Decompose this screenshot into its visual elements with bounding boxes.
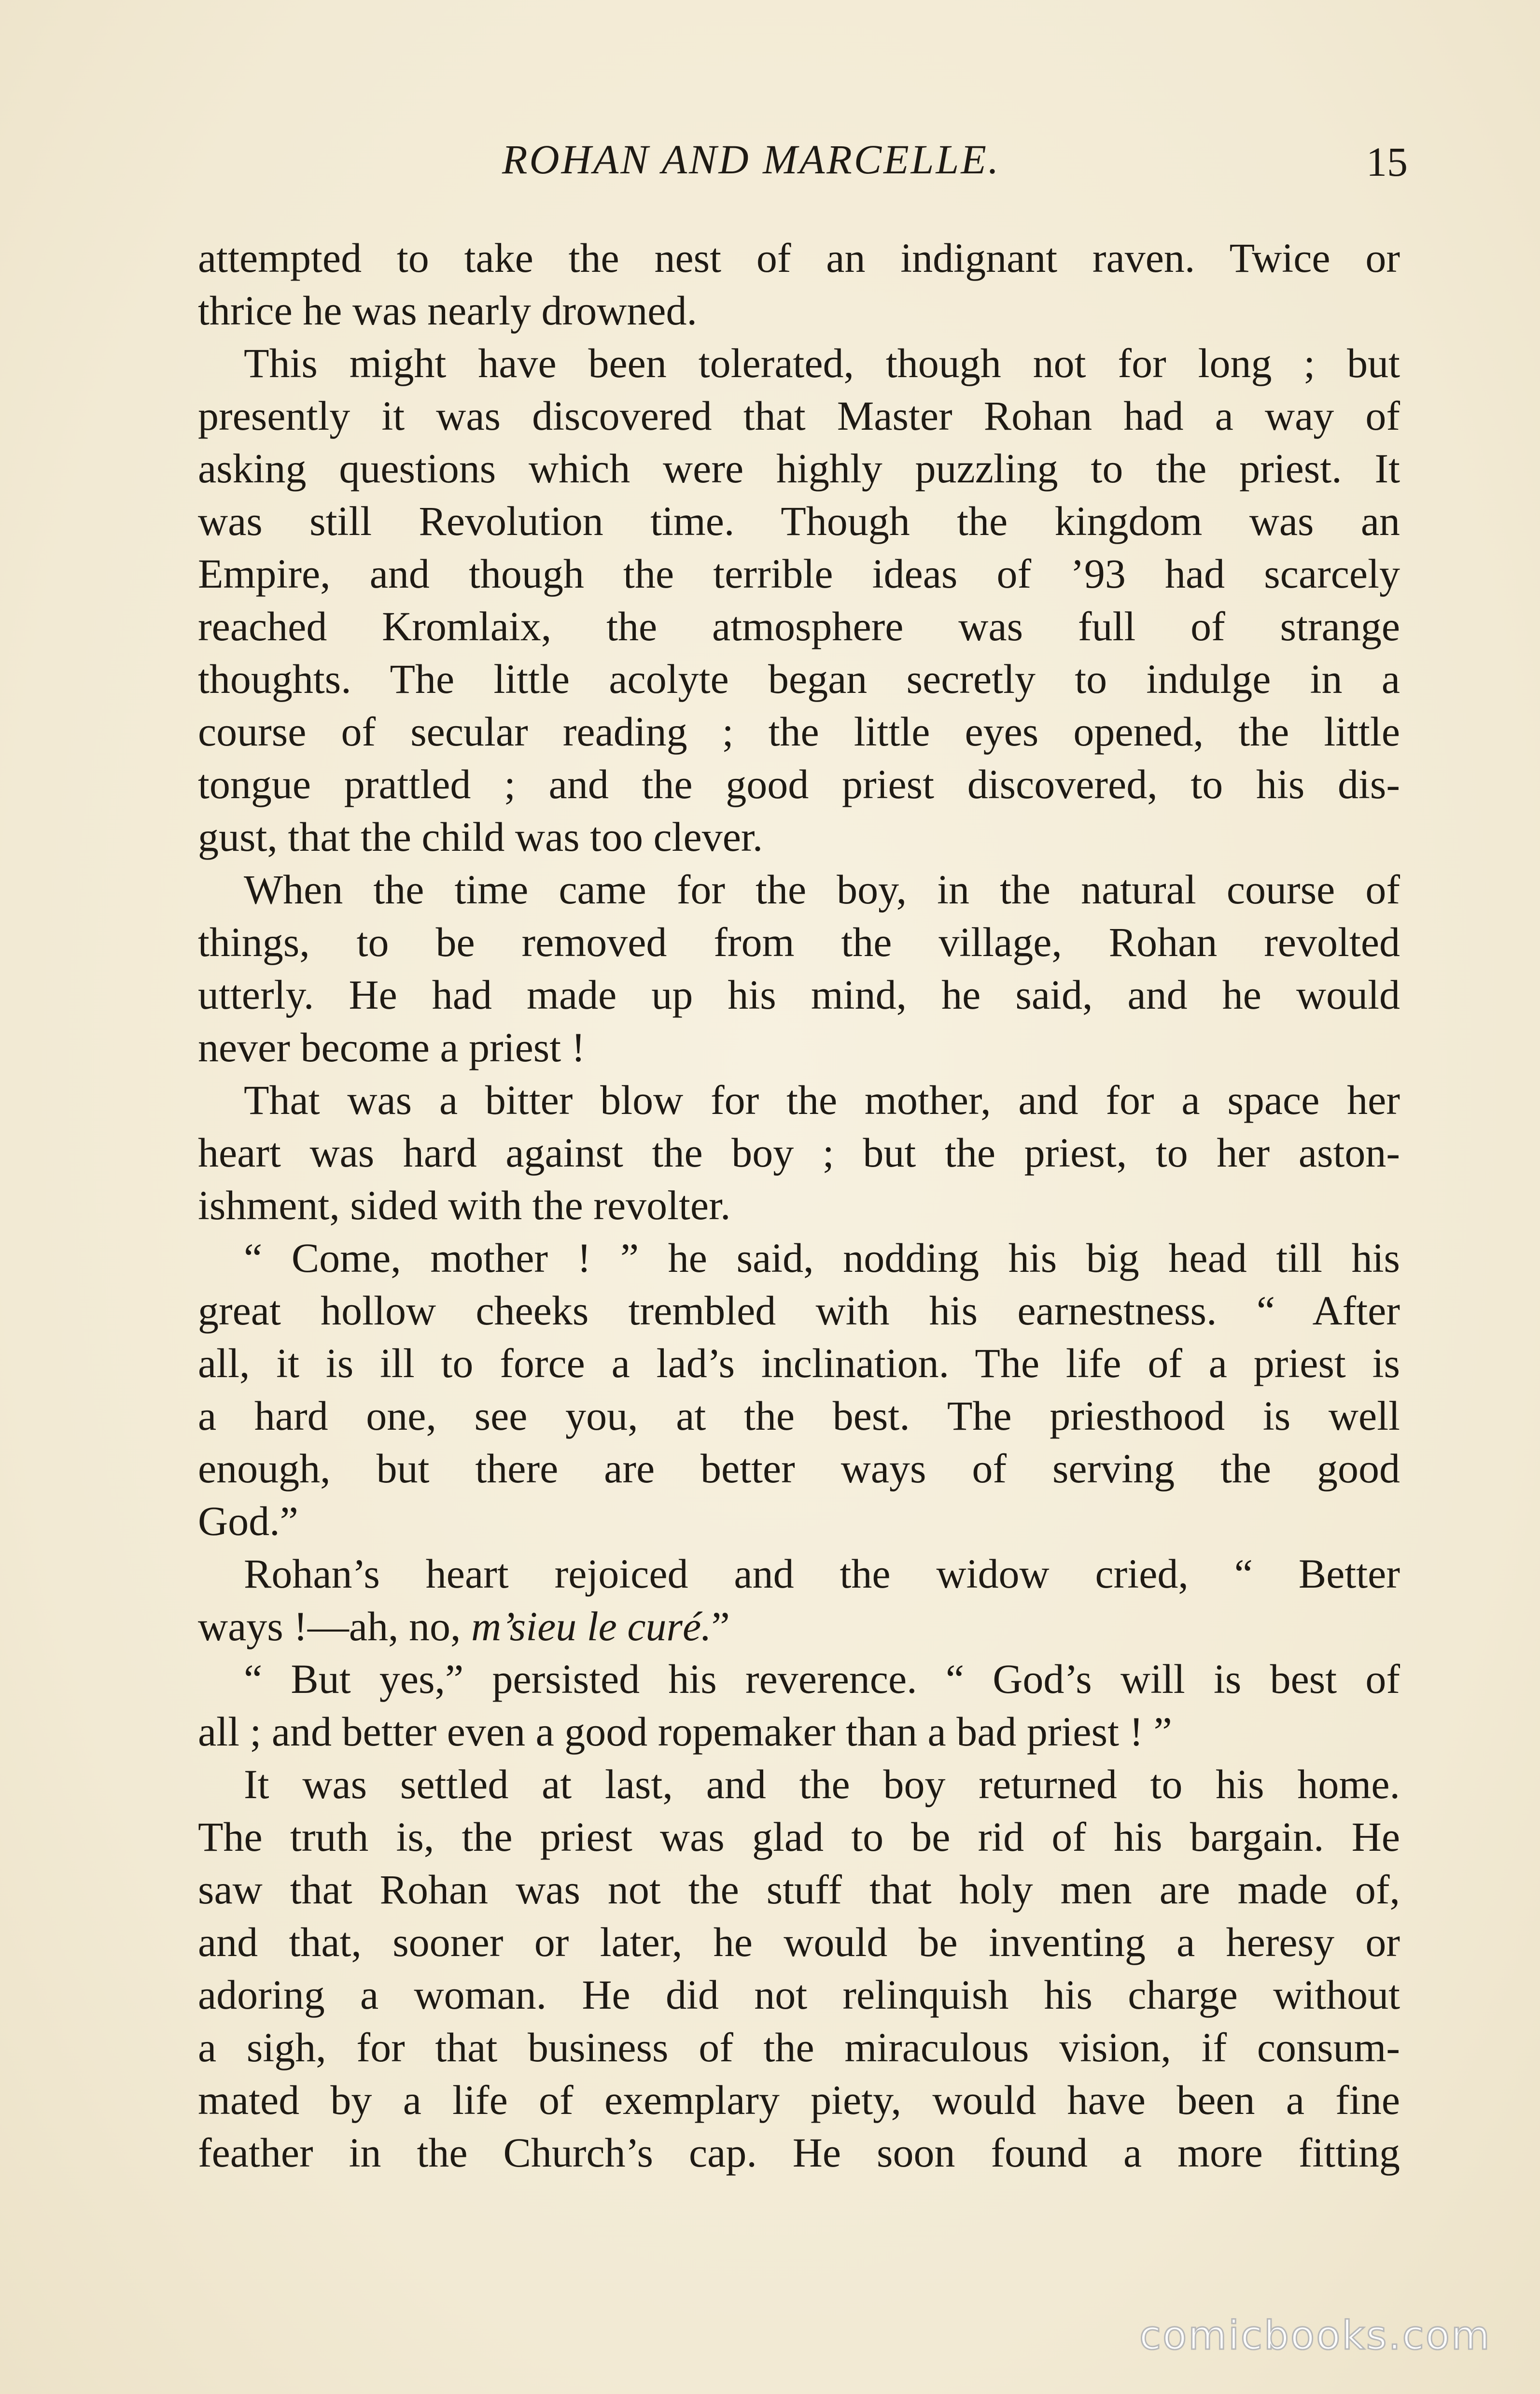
text-line [198,969,1400,1021]
text-line-content: Rohan’s heart rejoiced and the widow cried, “ Better [244,1550,1400,1597]
text-line-content: feather in the Church’s cap. He soon found a more fitting [198,2129,1400,2176]
text-line-content: heart was hard against the boy ; but the priest, to her aston- [198,1129,1400,1176]
text-line [198,1863,1400,1916]
text-line [198,1074,1400,1127]
text-line-content: utterly. He had made up his mind, he said, and he would [198,972,1400,1018]
text-line [198,1600,1400,1653]
text-line [198,863,1400,916]
closing-quote: ” [711,1603,730,1649]
text-line-content: thrice he was nearly drowned. [198,287,697,334]
text-line [198,284,1400,337]
text-line [198,758,1400,811]
text-line-content: “ Come, mother ! ” he said, nodding his big head till his [244,1235,1400,1281]
text-line [198,232,1400,284]
text-line-content: great hollow cheeks trembled with his earnestness. “ After [198,1287,1400,1334]
text-line-content: When the time came for the boy, in the natural course of [244,866,1400,913]
text-line-content: thoughts. The little acolyte began secretly to indulge in a [198,656,1400,702]
text-line [198,2074,1400,2126]
text-line [198,390,1400,442]
text-line [198,1758,1400,1811]
text-line [198,1284,1400,1337]
text-line [198,1442,1400,1495]
text-line-content: mated by a life of exemplary piety, would have been a fine [198,2077,1400,2123]
text-line-content: That was a bitter blow for the mother, and for a space her [244,1077,1400,1123]
watermark-logo: comicbooks.com [1139,2313,1491,2359]
text-line-content: tongue prattled ; and the good priest discovered, to his dis- [198,761,1400,807]
text-line-content: enough, but there are better ways of serving the good [198,1445,1400,1492]
text-line [198,600,1400,653]
text-line [198,811,1400,863]
text-line [198,1548,1400,1600]
page-number: 15 [1366,139,1408,185]
text-line-content: all ; and better even a good ropemaker than a bad priest ! ” [198,1708,1172,1755]
text-line-content: was still Revolution time. Though the kingdom was an [198,498,1400,544]
text-line [198,1179,1400,1232]
running-head: ROHAN AND MARCELLE. [502,136,1001,183]
text-line [198,1495,1400,1548]
text-line-content: all, it is ill to force a lad’s inclination. The life of a priest is [198,1340,1400,1386]
text-line-content: Empire, and though the terrible ideas of ’93 had scarcely [198,550,1400,597]
text-line-content: things, to be removed from the village, Rohan revolted [198,919,1400,965]
text-line-content: gust, that the child was too clever. [198,814,763,860]
text-line-content: a sigh, for that business of the miraculous vision, if consum- [198,2024,1400,2070]
text-line-content: attempted to take the nest of an indignant raven. Twice or [198,235,1400,281]
text-line [198,1969,1400,2021]
text-line [198,1337,1400,1390]
text-line [198,705,1400,758]
text-line [198,1127,1400,1179]
text-line [198,1705,1400,1758]
text-line-content: presently it was discovered that Master Rohan had a way of [198,393,1400,439]
text-line [198,1390,1400,1442]
text-line [198,548,1400,600]
text-line-content: “ But yes,” persisted his reverence. “ God’s will is best of [244,1656,1400,1702]
text-line-content: reached Kromlaix, the atmosphere was full of strange [198,603,1400,649]
text-line [198,442,1400,495]
text-line-content: ways !—ah, no, [198,1603,472,1649]
text-line-content: a hard one, see you, at the best. The priesthood is well [198,1393,1400,1439]
text-line [198,653,1400,705]
text-line [198,2126,1400,2179]
text-line-content: and that, sooner or later, he would be inventing a heresy or [198,1919,1400,1965]
text-line-content: ishment, sided with the revolter. [198,1182,731,1228]
text-line-content: It was settled at last, and the boy returned to his home. [244,1761,1400,1807]
text-line [198,337,1400,390]
text-line [198,1232,1400,1284]
text-line [198,1916,1400,1969]
text-line [198,1653,1400,1705]
text-line-content: The truth is, the priest was glad to be rid of his bargain. He [198,1814,1400,1860]
text-line [198,1021,1400,1074]
text-line-content: saw that Rohan was not the stuff that holy men are made of, [198,1866,1400,1913]
text-line-content: never become a priest ! [198,1024,586,1070]
text-line [198,1811,1400,1863]
text-line-content: asking questions which were highly puzzling to the priest. It [198,445,1400,492]
text-line-content: God.” [198,1498,298,1544]
italic-phrase: m’sieu le curé. [471,1603,712,1649]
text-line [198,916,1400,969]
text-line [198,495,1400,548]
text-line-content: course of secular reading ; the little eyes opened, the little [198,708,1400,755]
text-line-content: This might have been tolerated, though not for long ; but [244,340,1400,386]
body-text [198,232,1400,2179]
text-line [198,2021,1400,2074]
text-line-content: adoring a woman. He did not relinquish his charge without [198,1972,1400,2018]
